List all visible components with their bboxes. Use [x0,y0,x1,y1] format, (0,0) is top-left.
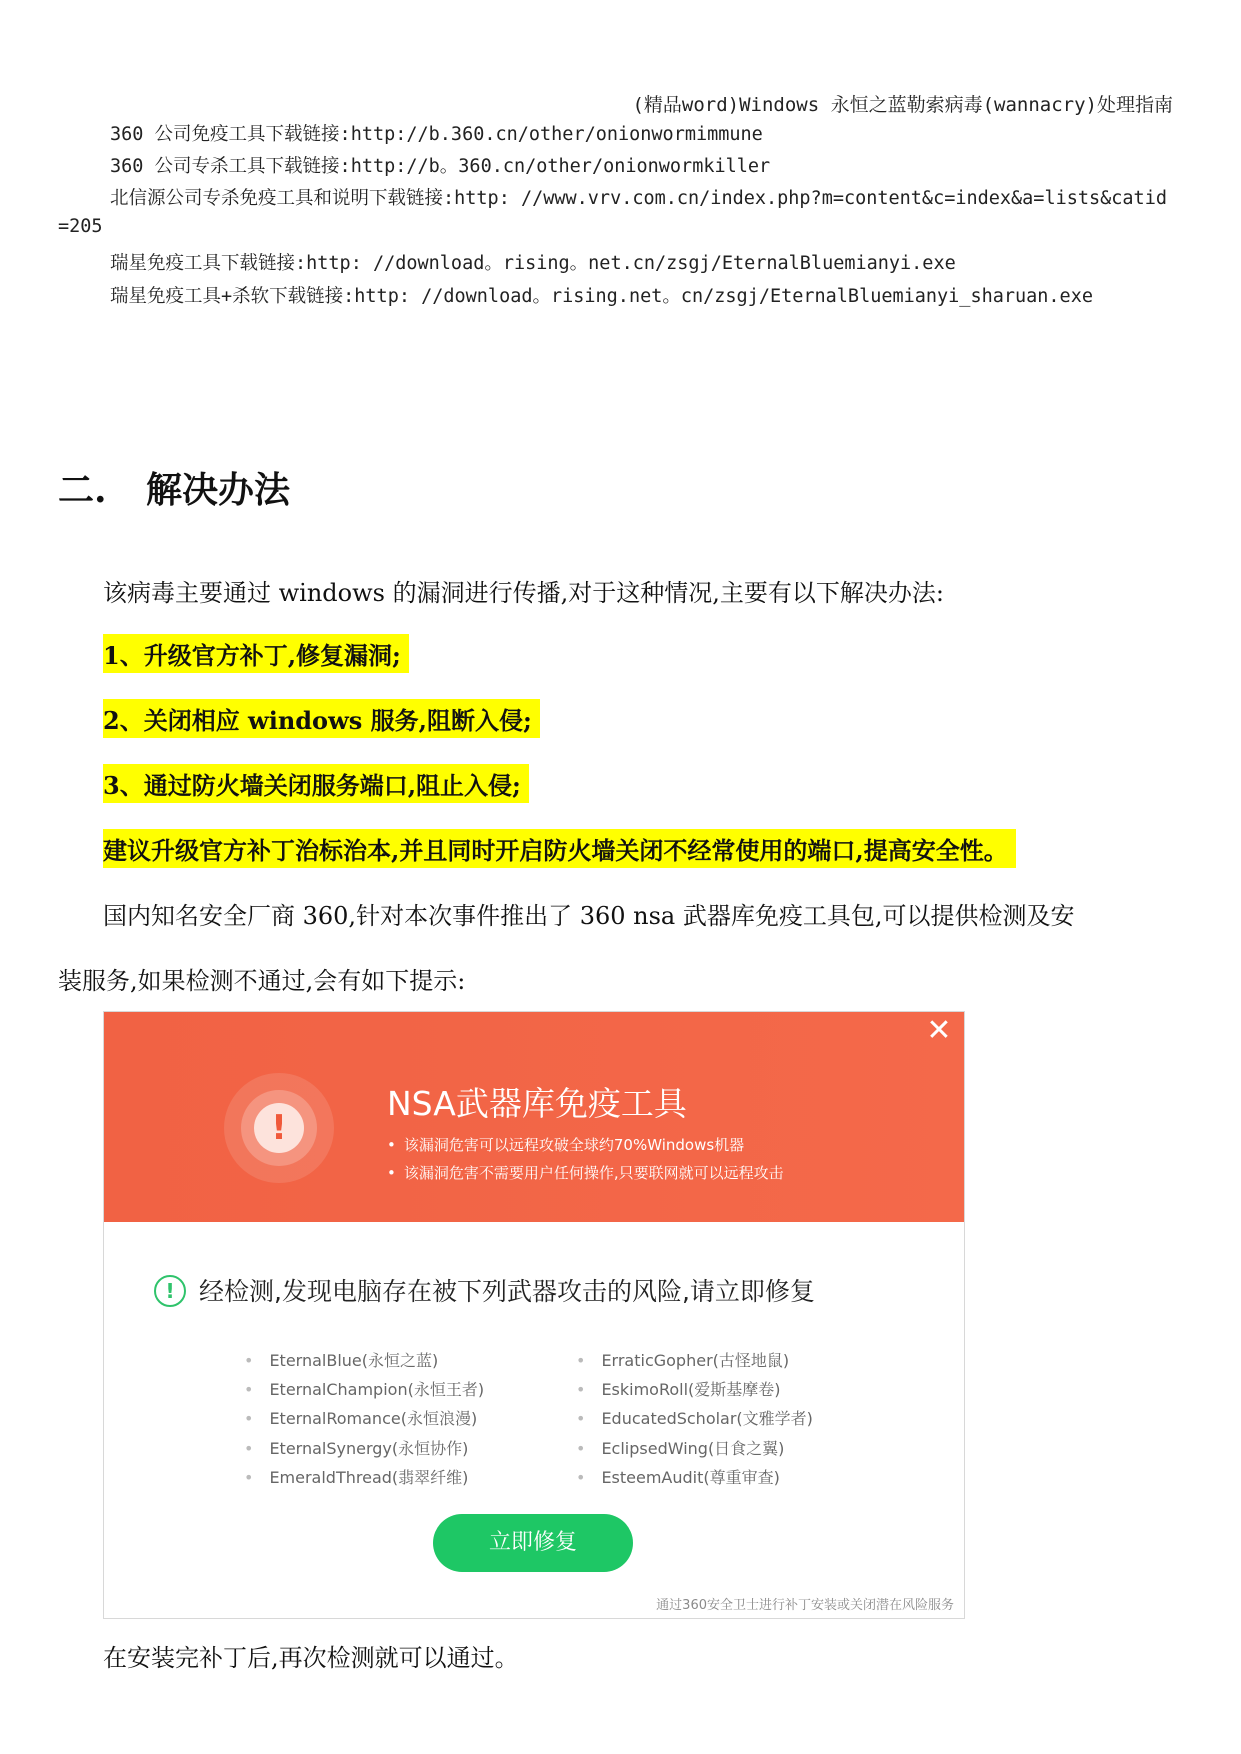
weapon-item: • EternalSynergy(永恒协作) [244,1436,468,1459]
weapon-item: • EskimoRoll(爱斯基摩卷) [576,1377,781,1400]
alert-icon: ! [254,1103,304,1153]
close-icon[interactable]: ✕ [926,1013,952,1048]
link-line: 北信源公司专杀免疫工具和说明下载链接:http: //www.vrv.com.cn/index.php?m=content&c=index&a=lists&catid [110,188,1167,209]
closing-paragraph: 在安装完补丁后,再次检测就可以通过。 [103,1644,519,1672]
link-wrap-tail: =205 [58,216,103,237]
link-line: 瑞星免疫工具+杀软下载链接:http: //download。rising.net。cn/zsgj/EternalBluemianyi_sharuan.exe [110,286,1093,307]
section-title [58,462,290,513]
link-line: 360 公司免疫工具下载链接:http://b.360.cn/other/onionwormimmune [110,124,763,145]
page-header: (精品word)Windows 永恒之蓝勒索病毒(wannacry)处理指南 [632,94,1173,116]
weapon-item: • EsteemAudit(尊重审查) [576,1465,780,1488]
weapon-item: • EternalBlue(永恒之蓝) [244,1348,438,1371]
solution-item: 1、升级官方补丁,修复漏洞; [103,634,409,673]
fix-now-button[interactable]: 立即修复 [433,1514,633,1572]
solution-recommendation: 建议升级官方补丁治标治本,并且同时开启防火墙关闭不经常使用的端口,提高安全性。 [103,829,1016,868]
weapon-item: • EmeraldThread(翡翠纤维) [244,1465,468,1488]
dialog-header [104,1012,964,1222]
weapon-item: • EternalRomance(永恒浪漫) [244,1406,477,1429]
solution-item: 2、关闭相应 windows 服务,阻断入侵; [103,699,540,738]
section-number: 二. [58,469,107,511]
weapon-item: • EducatedScholar(文雅学者) [576,1406,813,1429]
link-line: 360 公司专杀工具下载链接:http://b。360.cn/other/onionwormkiller [110,156,771,177]
risk-line: • 该漏洞危害不需要用户任何操作,只要联网就可以远程攻击 [387,1162,784,1183]
solution-item: 3、通过防火墙关闭服务端口,阻止入侵; [103,764,529,803]
section-title-text: 解决办法 [146,469,291,511]
check-icon: ! [154,1275,186,1307]
dialog-footnote: 通过360安全卫士进行补丁安装或关闭潜在风险服务 [656,1598,954,1613]
nsa-tool-dialog [103,1011,965,1619]
weapon-item: • EternalChampion(永恒王者) [244,1377,484,1400]
weapon-item: • EclipsedWing(日食之翼) [576,1436,784,1459]
vendor-paragraph-line1: 国内知名安全厂商 360,针对本次事件推出了 360 nsa 武器库免疫工具包,可以提供检测及安 [103,902,1075,930]
weapon-item: • ErraticGopher(古怪地鼠) [576,1348,789,1371]
link-line: 瑞星免疫工具下载链接:http: //download。rising。net.cn/zsgj/EternalBluemianyi.exe [110,253,956,274]
vendor-paragraph-line2: 装服务,如果检测不通过,会有如下提示: [58,967,466,995]
intro-paragraph: 该病毒主要通过 windows 的漏洞进行传播,对于这种情况,主要有以下解决办法: [103,579,944,607]
detection-result: 经检测,发现电脑存在被下列武器攻击的风险,请立即修复 [199,1277,815,1306]
dialog-title: NSA武器库免疫工具 [387,1084,687,1123]
risk-line: • 该漏洞危害可以远程攻破全球约70%Windows机器 [387,1134,744,1155]
